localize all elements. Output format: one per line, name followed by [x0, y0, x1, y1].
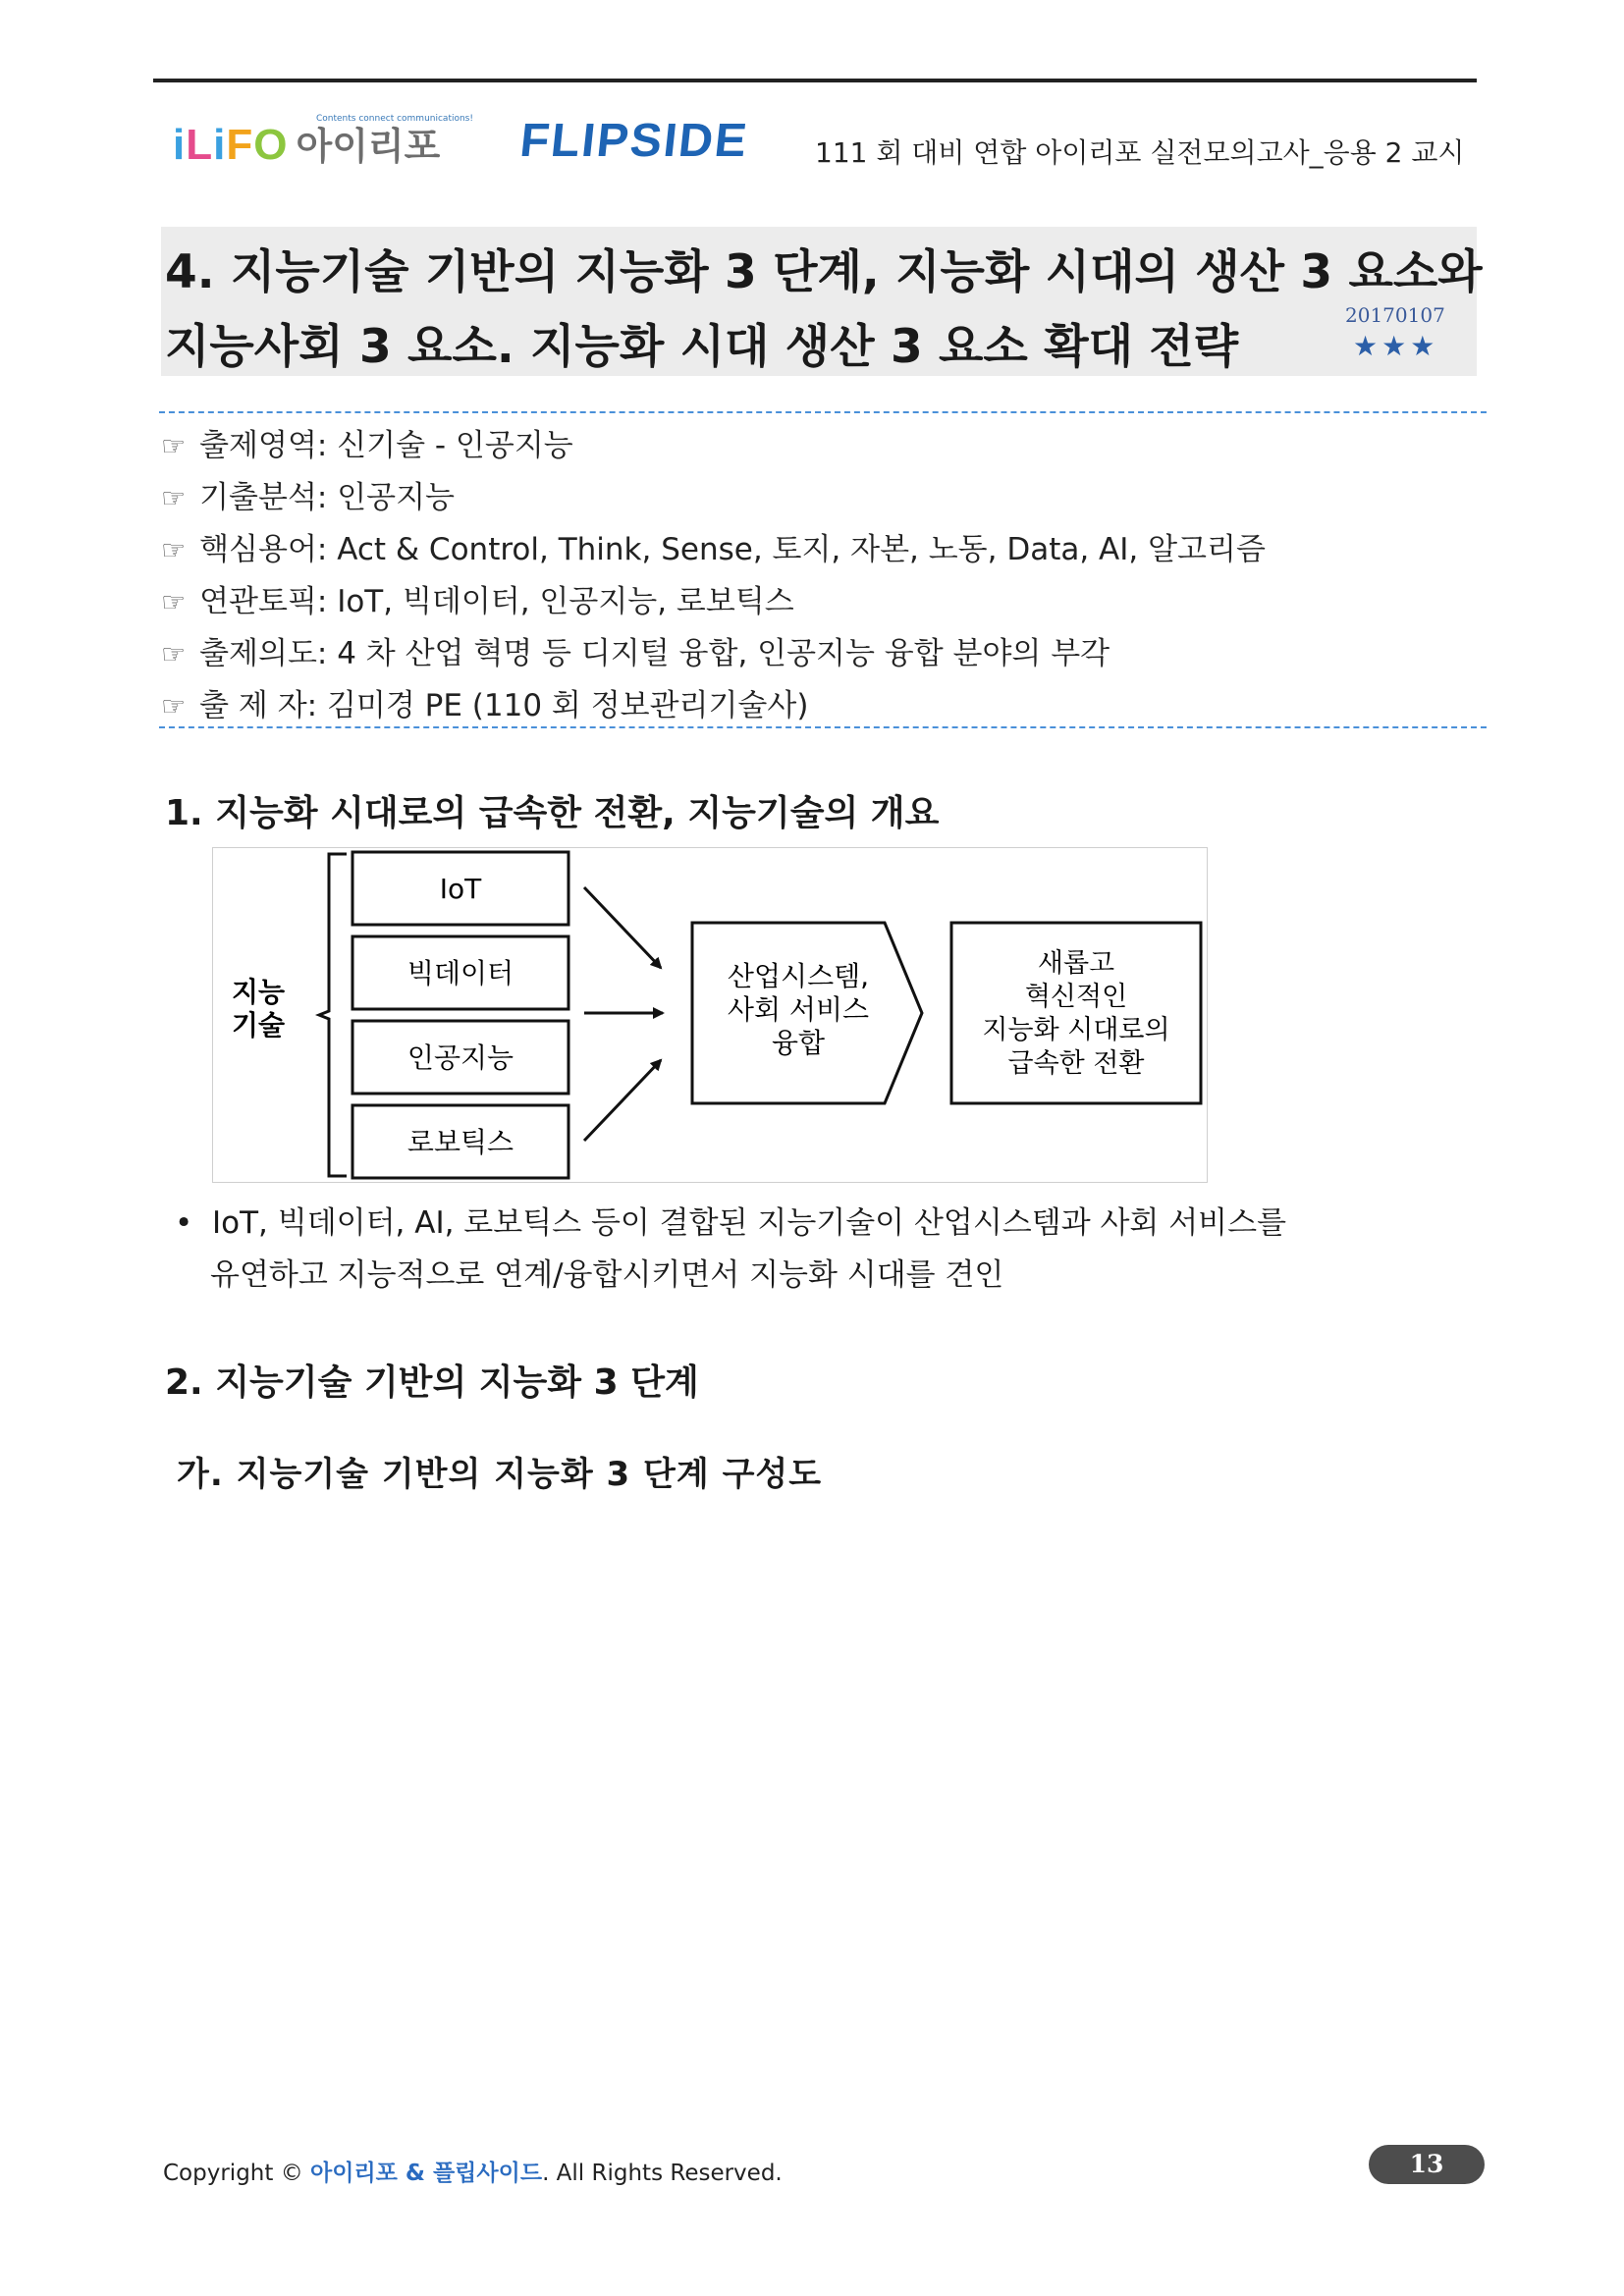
section2-heading: 2. 지능기술 기반의 지능화 3 단계 — [165, 1362, 699, 1403]
arrow-down-right — [584, 887, 661, 968]
flipside-logo: FLIPSIDE — [517, 115, 751, 167]
ilifo-logo-korean: 아이리포 — [296, 125, 441, 168]
info-line: ☞ 연관토픽: IoT, 빅데이터, 인공지능, 로보틱스 — [161, 584, 794, 619]
tech-label: IoT — [439, 873, 482, 905]
info-line: ☞ 기출분석: 인공지능 — [161, 480, 455, 515]
pointing-hand-icon: ☞ — [161, 638, 187, 670]
ilifo-logo-latin: iLiFO — [173, 121, 289, 169]
ilifo-logo — [173, 114, 473, 169]
section2-sub-heading: 가. 지능기술 기반의 지능화 3 단계 구성도 — [177, 1455, 823, 1494]
section1-heading: 1. 지능화 시대로의 급속한 전환, 지능기술의 개요 — [165, 793, 940, 833]
ilifo-tagline: Contents connect communications! — [316, 114, 473, 124]
question-date: 20170107 — [1345, 303, 1445, 327]
bullet-line2: 유연하고 지능적으로 연계/융합시키면서 지능화 시대를 견인 — [210, 1257, 1004, 1293]
info-line: ☞ 핵심용어: Act & Control, Think, Sense, 토지, 자본, 노동, Data, AI, 알고리즘 — [161, 532, 1266, 567]
tech-label: 빅데이터 — [406, 957, 514, 989]
arrow-up-right — [584, 1060, 661, 1141]
result-label: 새롭고 — [1037, 948, 1115, 979]
intelligence-tech-diagram — [212, 847, 1208, 1183]
info-top-divider — [159, 411, 1487, 413]
copyright-brand: 아이리포 & 플립사이드 — [310, 2161, 543, 2186]
diagram-left-label-1: 지능 — [231, 976, 286, 1008]
result-label: 지능화 시대로의 — [982, 1015, 1170, 1045]
convergence-label: 융합 — [771, 1027, 826, 1059]
question-title-line1: 4. 지능기술 기반의 지능화 3 단계, 지능화 시대의 생산 3 요소와 — [165, 245, 1483, 299]
result-label: 혁신적인 — [1024, 982, 1128, 1012]
tech-label: 인공지능 — [406, 1041, 514, 1074]
diagram-svg — [213, 848, 1207, 1182]
info-line: ☞ 출제의도: 4 차 산업 혁명 등 디지털 융합, 인공지능 융합 분야의 부각 — [161, 636, 1110, 671]
bullet-line1: • IoT, 빅데이터, AI, 로보틱스 등이 결합된 지능기술이 산업시스템과 사회 서비스를 — [175, 1205, 1287, 1241]
question-title-line2: 지능사회 3 요소. 지능화 시대 생산 3 요소 확대 전략 — [165, 320, 1239, 374]
result-label: 급속한 전환 — [1007, 1048, 1145, 1079]
pointing-hand-icon: ☞ — [161, 534, 187, 566]
info-bottom-divider — [159, 726, 1487, 728]
exam-title: 111 회 대비 연합 아이리포 실전모의고사_응용 2 교시 — [815, 136, 1465, 169]
difficulty-stars: ★★★ — [1353, 330, 1439, 362]
diagram-brace — [319, 854, 347, 1176]
convergence-label: 사회 서비스 — [727, 993, 870, 1026]
header-rule — [153, 79, 1477, 82]
pointing-hand-icon: ☞ — [161, 430, 187, 462]
pointing-hand-icon: ☞ — [161, 482, 187, 514]
bullet-dot: • — [175, 1205, 212, 1241]
info-line: ☞ 출 제 자: 김미경 PE (110 회 정보관리기술사) — [161, 688, 809, 723]
tech-label: 로보틱스 — [406, 1126, 514, 1158]
page-number: 13 — [1369, 2145, 1485, 2184]
pointing-hand-icon: ☞ — [161, 586, 187, 618]
convergence-label: 산업시스템, — [727, 960, 870, 992]
pointing-hand-icon: ☞ — [161, 690, 187, 722]
copyright: Copyright © 아이리포 & 플립사이드. All Rights Reserved. — [163, 2161, 783, 2186]
info-line: ☞ 출제영역: 신기술 - 인공지능 — [161, 428, 573, 463]
diagram-left-label-2: 기술 — [231, 1009, 286, 1041]
